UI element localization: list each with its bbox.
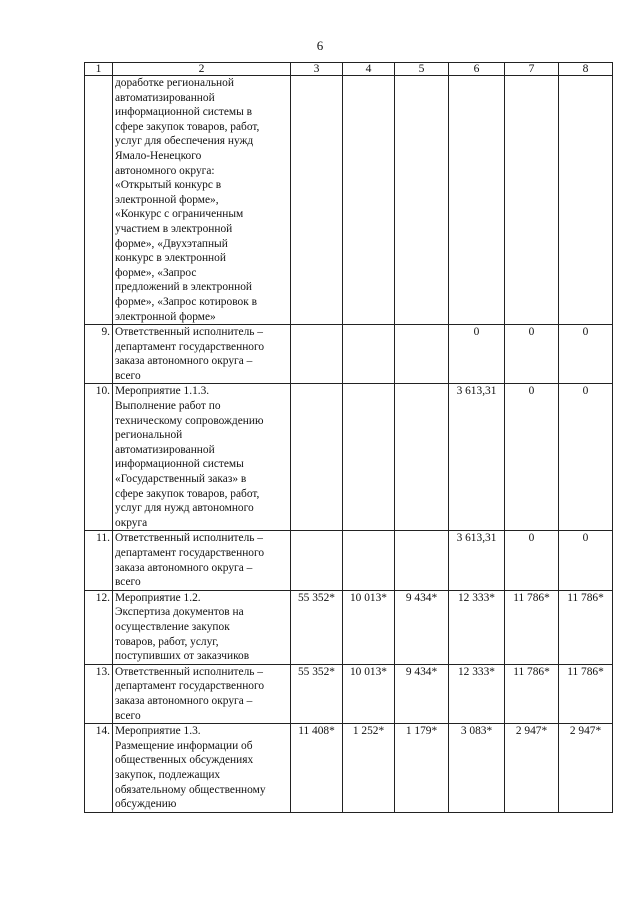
value-cell: 0	[559, 384, 613, 531]
column-number-3: 3	[291, 63, 343, 76]
row-index: 14.	[85, 724, 113, 813]
value-cell: 55 352*	[291, 590, 343, 664]
row-description: Ответственный исполнитель – департамент государственного заказа автономного округа – всего	[113, 531, 291, 590]
row-description: Мероприятие 1.3. Размещение информации об общественных обсуждениях закупок, подлежащих обязательному общественному обсуждению	[113, 724, 291, 813]
value-cell: 0	[449, 325, 505, 384]
row-index: 13.	[85, 664, 113, 723]
row-index: 10.	[85, 384, 113, 531]
value-cell: 0	[505, 325, 559, 384]
value-cell	[395, 325, 449, 384]
row-index: 9.	[85, 325, 113, 384]
value-cell: 11 408*	[291, 724, 343, 813]
value-cell: 11 786*	[559, 590, 613, 664]
column-number-8: 8	[559, 63, 613, 76]
table-row	[85, 724, 613, 813]
column-number-row	[85, 63, 613, 76]
program-table	[84, 62, 613, 813]
row-description: Мероприятие 1.2. Экспертиза документов на осуществление закупок товаров, работ, услуг, поступивших от заказчиков	[113, 590, 291, 664]
value-cell: 0	[559, 325, 613, 384]
value-cell: 9 434*	[395, 590, 449, 664]
value-cell: 3 613,31	[449, 531, 505, 590]
value-cell	[395, 384, 449, 531]
value-cell: 1 252*	[343, 724, 395, 813]
value-cell	[395, 531, 449, 590]
row-index: 12.	[85, 590, 113, 664]
value-cell	[559, 76, 613, 325]
column-number-6: 6	[449, 63, 505, 76]
value-cell	[343, 531, 395, 590]
table-row	[85, 590, 613, 664]
value-cell	[343, 384, 395, 531]
table-row	[85, 531, 613, 590]
row-description: Ответственный исполнитель – департамент государственного заказа автономного округа – всего	[113, 664, 291, 723]
value-cell	[505, 76, 559, 325]
value-cell	[291, 384, 343, 531]
value-cell: 2 947*	[559, 724, 613, 813]
row-index: 11.	[85, 531, 113, 590]
value-cell	[291, 325, 343, 384]
table-row	[85, 325, 613, 384]
value-cell: 0	[559, 531, 613, 590]
page-number: 6	[316, 38, 324, 53]
value-cell: 1 179*	[395, 724, 449, 813]
value-cell: 10 013*	[343, 664, 395, 723]
value-cell: 10 013*	[343, 590, 395, 664]
row-description: Мероприятие 1.1.3. Выполнение работ по техническому сопровождению региональной автоматизированной информационной системы «Государственный заказ» в сфере закупок товаров, работ, услуг для нужд автономного округа	[113, 384, 291, 531]
value-cell: 12 333*	[449, 664, 505, 723]
value-cell	[343, 76, 395, 325]
value-cell	[449, 76, 505, 325]
value-cell: 3 613,31	[449, 384, 505, 531]
value-cell: 12 333*	[449, 590, 505, 664]
column-number-1: 1	[85, 63, 113, 76]
column-number-7: 7	[505, 63, 559, 76]
table-row	[85, 384, 613, 531]
value-cell	[395, 76, 449, 325]
row-description: Ответственный исполнитель – департамент государственного заказа автономного округа – всего	[113, 325, 291, 384]
value-cell: 11 786*	[505, 590, 559, 664]
value-cell	[291, 76, 343, 325]
column-number-5: 5	[395, 63, 449, 76]
row-description: доработке региональной автоматизированной информационной системы в сфере закупок товаров, работ, услуг для обеспечения нужд Ямало-Ненецкого автономного округа: «Открытый конкурс в электронной форме», «Конкурс с ограниченным участием в электронной форме», «Двухэтапный конкурс в электронной форме», «Запрос предложений в электронной форме», «Запрос котировок в электронной форме»	[113, 76, 291, 325]
value-cell	[291, 531, 343, 590]
value-cell: 0	[505, 384, 559, 531]
column-number-4: 4	[343, 63, 395, 76]
value-cell	[343, 325, 395, 384]
value-cell: 11 786*	[505, 664, 559, 723]
value-cell: 9 434*	[395, 664, 449, 723]
value-cell: 0	[505, 531, 559, 590]
table-row	[85, 76, 613, 325]
value-cell: 11 786*	[559, 664, 613, 723]
value-cell: 2 947*	[505, 724, 559, 813]
table-row	[85, 664, 613, 723]
value-cell: 3 083*	[449, 724, 505, 813]
column-number-2: 2	[113, 63, 291, 76]
row-index	[85, 76, 113, 325]
value-cell: 55 352*	[291, 664, 343, 723]
